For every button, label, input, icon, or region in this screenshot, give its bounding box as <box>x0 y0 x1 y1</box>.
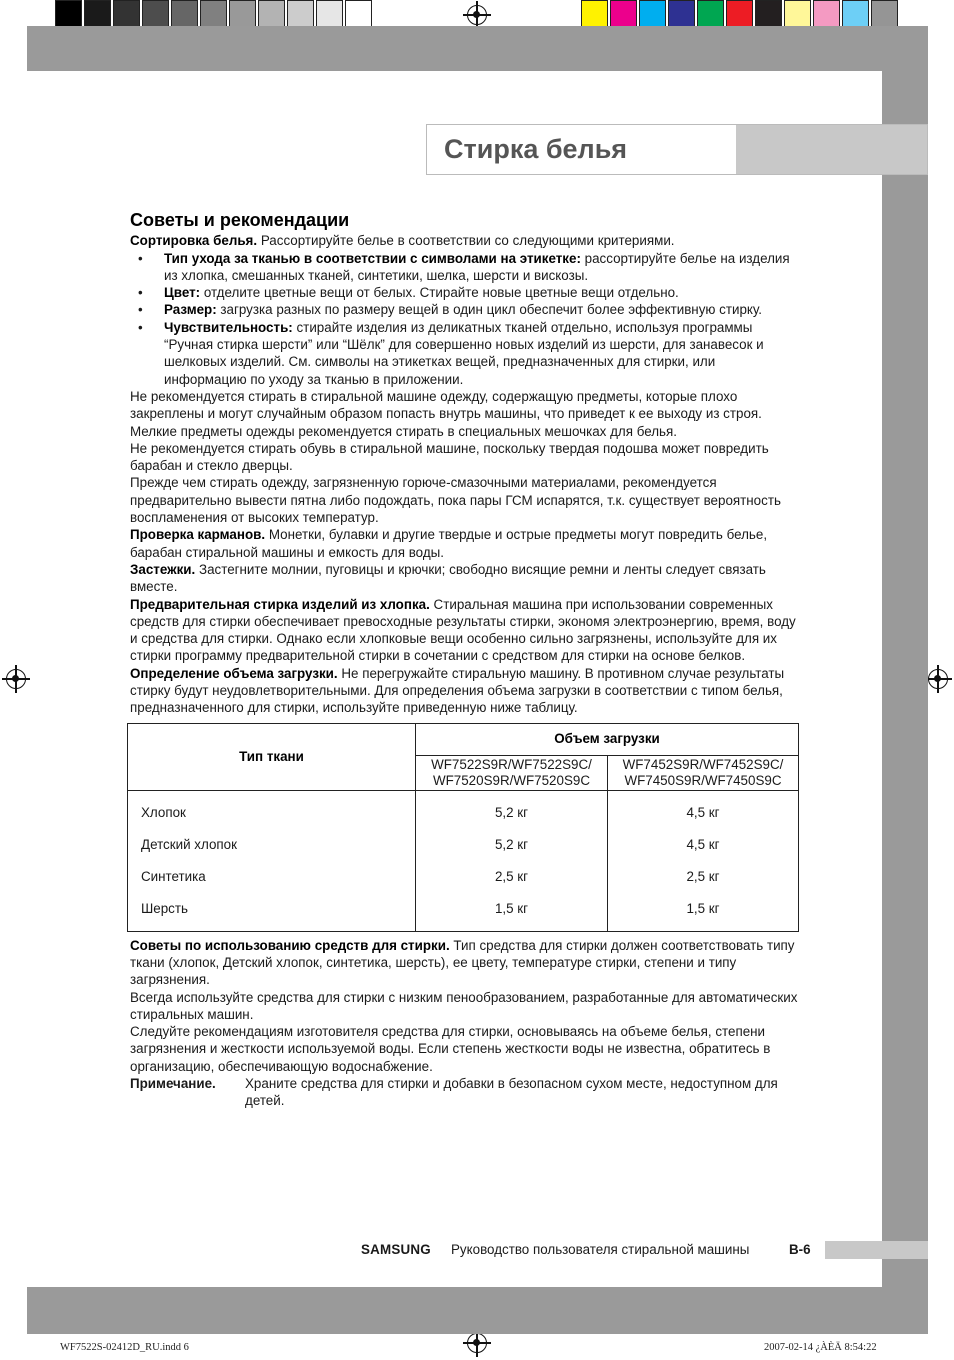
bullet-text: загрузка разных по размеру вещей в один цикл обеспечит более эффективную стирку. <box>216 302 762 318</box>
bullet-text: отделите цветные вещи от белых. Стирайте новые цветные вещи отдельно. <box>200 285 679 301</box>
load-table <box>127 723 799 932</box>
color-swatch <box>287 0 314 29</box>
table-cell: Хлопок <box>141 804 186 820</box>
fasteners-lead: Застежки. <box>130 561 196 577</box>
table-cell: 1,5 кг <box>686 900 720 916</box>
color-swatch <box>345 0 372 29</box>
table-cell: 5,2 кг <box>494 836 529 852</box>
criteria-list <box>130 250 800 388</box>
main-content <box>130 212 800 1110</box>
color-swatch <box>813 0 840 29</box>
table-cell: 4,5 кг <box>686 836 720 852</box>
registration-mark-icon <box>6 669 26 689</box>
model-b-column <box>608 790 799 931</box>
page-title: Стирка белья <box>444 134 628 164</box>
bullet-lead: Тип ухода за тканью в соответствии с символами на этикетке: <box>164 250 581 266</box>
color-swatch <box>639 0 666 29</box>
top-gray-band <box>27 26 928 71</box>
paragraph: Не рекомендуется стирать в стиральной машине одежду, содержащую предметы, которые плохо закреплены и могут случайным образом попасть внутрь машины, что приведет к ее выходу из строя. <box>130 388 762 422</box>
list-item <box>164 319 800 388</box>
prewash-paragraph <box>130 596 800 665</box>
sort-lead: Сортировка белья. <box>130 233 258 249</box>
sort-text: Рассортируйте белье в соответствии со следующими критериями. <box>257 233 675 249</box>
model-header-a: WF7522S9R/WF7522S9C/ WF7520S9R/WF7520S9C <box>416 755 608 790</box>
fabric-column <box>128 790 416 931</box>
prewash-lead: Предварительная стирка изделий из хлопка. <box>130 596 430 612</box>
section-heading: Советы и рекомендации <box>130 210 350 230</box>
color-swatch <box>316 0 343 29</box>
table-cell: Шерсть <box>141 900 188 916</box>
paragraph: Всегда используйте средства для стирки с низким пенообразованием, разработанные для автоматических стиральных машин. <box>130 989 798 1022</box>
detergent-lead: Советы по использованию средств для стирки. <box>130 937 450 953</box>
color-swatch <box>113 0 140 29</box>
slug-filename: WF7522S-02412D_RU.indd 6 <box>60 1342 189 1353</box>
color-swatch <box>258 0 285 29</box>
note <box>130 1075 800 1110</box>
bottom-gray-band <box>27 1287 928 1334</box>
fasteners-text: Застегните молнии, пуговицы и крючки; свободно висящие ремни и ленты следует связать вместе. <box>130 561 766 595</box>
color-swatch <box>610 0 637 29</box>
paragraph: Следуйте рекомендациям изготовителя средства для стирки, основываясь на объеме белья, степени загрязнения и жесткости используемой воды. Если степень жесткости воды не известна, обратитесь в организацию, обеспечивающую водоснабжение. <box>130 1024 771 1074</box>
pockets-text: Монетки, булавки и другие твердые и острые предметы могут повредить белье, барабан стиральной машины и емкость для воды. <box>130 527 768 560</box>
sort-paragraph <box>130 232 800 249</box>
title-accent <box>736 125 927 174</box>
load-text: Не перегружайте стиральную машину. В противном случае результаты стирку будут неудовлетворительными. Для определения объема загрузки в соответствии с типом белья, предназначенного для стирки, используйте приведенную ниже таблицу. <box>130 665 785 716</box>
bullet-lead: Чувствительность: <box>164 319 293 335</box>
table-cell: 2,5 кг <box>494 868 529 884</box>
list-item <box>164 284 800 301</box>
color-swatch <box>84 0 111 29</box>
model-header-b: WF7452S9R/WF7452S9C/ WF7450S9R/WF7450S9C <box>608 755 799 790</box>
list-item <box>164 301 800 318</box>
color-swatch <box>229 0 256 29</box>
right-gray-band <box>882 26 928 1334</box>
load-lead: Определение объема загрузки. <box>130 665 338 681</box>
page-number: B-6 <box>789 1242 811 1257</box>
load-paragraph <box>130 665 800 717</box>
pockets-paragraph <box>130 526 800 561</box>
color-swatch <box>142 0 169 29</box>
color-swatch <box>171 0 198 29</box>
slug-date: 2007-02-14 ¿ÀÈÄ 8:54:22 <box>764 1342 877 1353</box>
detergent-paragraph <box>130 937 800 989</box>
table-cell: 1,5 кг <box>494 900 529 916</box>
color-swatch <box>581 0 608 29</box>
paragraph: Мелкие предметы одежды рекомендуется стирать в специальных мешочках для белья. <box>130 423 677 439</box>
color-swatch <box>697 0 724 29</box>
color-swatch <box>200 0 227 29</box>
bullet-lead: Размер: <box>164 302 217 318</box>
pockets-lead: Проверка карманов. <box>130 527 266 543</box>
table-cell: Синтетика <box>141 868 206 884</box>
registration-mark-icon <box>467 1333 487 1353</box>
color-swatch <box>755 0 782 29</box>
color-swatch <box>726 0 753 29</box>
bullet-text: рассортируйте белье на изделия из хлопка, смешанных тканей, синтетики, шелка, шерсти и вискозы. <box>164 250 790 283</box>
brand-name: SAMSUNG <box>361 1242 431 1257</box>
list-item <box>164 250 800 285</box>
title-box <box>426 124 928 175</box>
manual-title: Руководство пользователя стиральной машины <box>451 1242 750 1257</box>
note-label: Примечание. <box>130 1075 216 1091</box>
registration-mark-icon <box>467 5 487 25</box>
footer-bar <box>825 1241 928 1259</box>
table-cell: 4,5 кг <box>686 804 720 820</box>
color-swatch <box>784 0 811 29</box>
paragraph: Не рекомендуется стирать обувь в стиральной машине, поскольку твердая подошва может повредить барабан и стекло дверцы. <box>130 440 769 474</box>
table-cell: 2,5 кг <box>686 868 720 884</box>
prewash-text: Стиральная машина при использовании современных средств для стирки обеспечивает превосходные результаты стирки, экономя электроэнергию, время, воду и средства для стирки. Однако если хлопковые вещи особенно сильно загрязнены, используйте для их стирки программу предварительной стирки в сочетании с средством для стирки на основе белков. <box>130 596 796 664</box>
model-a-column <box>416 790 608 931</box>
color-swatch <box>55 0 82 29</box>
note-text: Храните средства для стирки и добавки в безопасном сухом месте, недоступном для детей. <box>245 1075 778 1109</box>
column-header-fabric: Тип ткани <box>128 723 416 790</box>
registration-mark-icon <box>928 669 948 689</box>
column-header-load: Объем загрузки <box>416 723 799 755</box>
color-swatch <box>871 0 898 29</box>
table-cell: 5,2 кг <box>494 804 529 820</box>
detergent-text: Тип средства для стирки должен соответствовать типу ткани (хлопок, Детский хлопок, синтетика, шерсть), ее цвету, температуре стирки, степени и типу загрязнения. <box>130 937 795 988</box>
color-swatch <box>668 0 695 29</box>
color-swatch <box>842 0 869 29</box>
table-cell: Детский хлопок <box>141 836 237 852</box>
bullet-lead: Цвет: <box>164 285 201 301</box>
bullet-text: стирайте изделия из деликатных тканей отдельно, используя программы “Ручная стирка шерсти” или “Шёлк” для совершенно новых изделий из шерсти, для занавесок и шелковых изделий. См. символы на этикетках вещей, предназначенных для стирки, или информацию по уходу за тканью в приложении. <box>164 319 764 387</box>
fasteners-paragraph <box>130 561 800 596</box>
paragraph: Прежде чем стирать одежду, загрязненную горюче-смазочными материалами, рекомендуется предварительно вывести пятна либо подождать, пока пары ГСМ испарятся, т.к. существует вероятность воспламенения от высоких температур. <box>130 475 781 526</box>
